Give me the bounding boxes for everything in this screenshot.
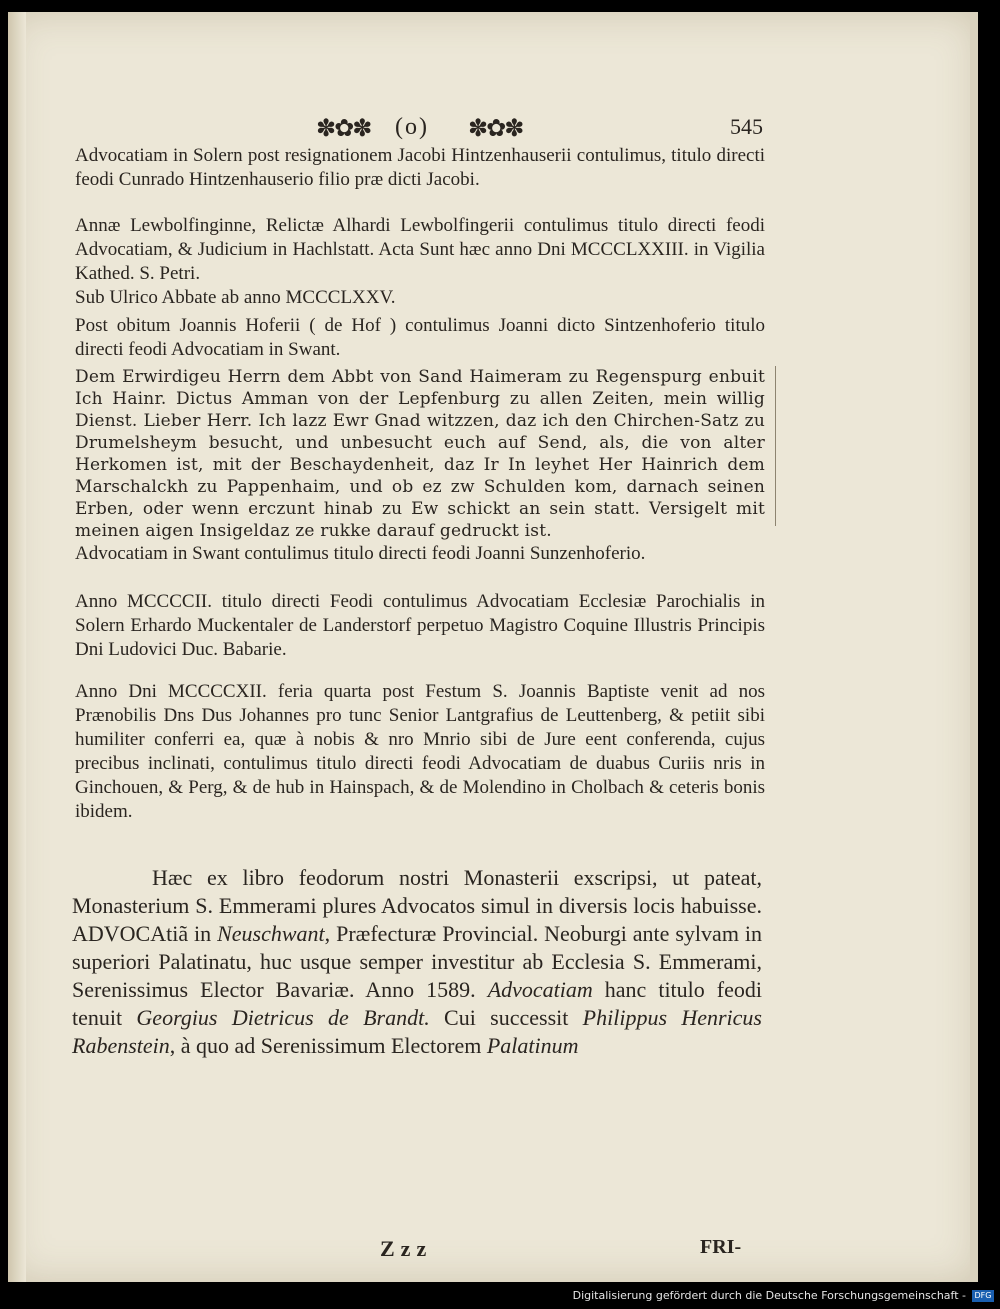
name-philippus: Philippus Henricus Rabenstein — [72, 1005, 762, 1058]
entry-3: Sub Ulrico Abbate ab anno MCCCLXXV. — [75, 287, 396, 308]
closing-paragraph — [72, 864, 762, 1060]
closing-part1: Hæc ex libro feodorum nostri Monasterii exscripsi, ut pateat, Monasterium S. Emmerami plures Advocatos simul in diversis locis habuisse. ADVOCAtiã in — [72, 865, 762, 946]
footer-bar — [0, 1285, 1000, 1309]
word-advocatiam: Advocatiam — [487, 977, 593, 1002]
entry-2: Annæ Lewbolfinginne, Relictæ Alhardi Lewbolfingerii contulimus titulo directi feodi Advocatiam, & Judicium in Hachlstatt. Acta Sunt hæc anno Dni MCCCLXXIII. in Vigilia Kathed. S. Petri. — [75, 215, 765, 284]
page-binding — [8, 12, 26, 1282]
entry-4: Post obitum Joannis Hoferii ( de Hof ) contulimus Joanni dicto Sintzenhoferio titulo directi feodi Advocatiam in Swant. — [75, 315, 765, 360]
entry-6: Anno MCCCCII. titulo directi Feodi contulimus Advocatiam Ecclesiæ Parochialis in Solern Erhardo Muckentaler de Landerstorf perpetuo Magistro Coquine Illustris Principis Dni Ludovici Duc. Babarie. — [75, 591, 765, 660]
entry-7: Anno Dni MCCCCXII. feria quarta post Festum S. Joannis Baptiste venit ad nos Prænobilis Dns Dus Johannes pro tunc Senior Lantgrafius de Leuttenberg, & petiit sibi humiliter conferri ea, quæ à nobis & nro Mnrio sibi de Jure eent conferenda, cujus precibus inclinati, contulimus titulo directi feodi Advocatiam de duabus Curiis nris in Ginchouen, & Perg, & de hub in Hainspach, & de Molendino in Cholbach & ceteris bonis ibidem. — [75, 681, 765, 822]
header-ornament-center: ( o ) — [395, 114, 425, 140]
closing-part5: , à quo ad Serenissimum Electorem — [169, 1033, 487, 1058]
word-palatinum: Palatinum — [486, 1033, 579, 1058]
closing-part3: hanc titulo feodi tenuit — [72, 977, 762, 1030]
page-edge — [970, 12, 978, 1282]
place-neuschwant: Neuschwant — [217, 921, 325, 946]
catchword: FRI- — [700, 1236, 742, 1258]
fraktur-letter: Dem Erwirdigeu Herrn dem Abbt von Sand Haimeram zu Regenspurg enbuit Ich Hainr. Dictus Amman von der Lepfenburg zu allen Zeiten, mein willig Dienst. Lieber Herr. Ich lazz Ewr Gnad witzzen, daz ich den Chirchen-Satz zu Drumelsheym besucht, und unbesucht euch auf Send, als, die von alter Herkomen ist, mit der Beschaydenheit, daz Ir In leyhet Her Hainrich dem Marschalckh zu Pappenhaim, und ob ez zw Schulden kom, darnach seinen Erben, oder wenn erczunt hinab zu Ew schickt an sein statt. Versigelt mit meinen aigen Insigeldaz ze rukke darauf gedruckt ist. — [75, 367, 765, 541]
footer-credit: Digitalisierung gefördert durch die Deutsche Forschungsgemeinschaft - — [572, 1289, 966, 1302]
name-georgius: Georgius Dietricus de Brandt. — [136, 1005, 430, 1030]
dfg-logo: DFG — [972, 1290, 994, 1302]
header-ornament-right: ✽✿✽ — [468, 114, 523, 142]
page-number: 545 — [730, 114, 763, 139]
closing-part2: , Præfecturæ Provincial. Neoburgi ante sylvam in superiori Palatinatu, huc usque semper investitur ab Ecclesia S. Emmerami, Serenissimus Elector Bavariæ. Anno 1589. — [72, 921, 762, 1002]
margin-rule — [775, 366, 776, 526]
header-ornament-left: ✽✿✽ — [316, 114, 371, 142]
entry-5: Advocatiam in Swant contulimus titulo directi feodi Joanni Sunzenhoferio. — [75, 543, 646, 564]
signature-mark: Zzz — [380, 1236, 433, 1261]
entry-1: Advocatiam in Solern post resignationem Jacobi Hintzenhauserii contulimus, titulo directi feodi Cunrado Hintzenhauserio filio præ dicti Jacobi. — [75, 145, 765, 190]
closing-part4: Cui successit — [429, 1005, 583, 1030]
